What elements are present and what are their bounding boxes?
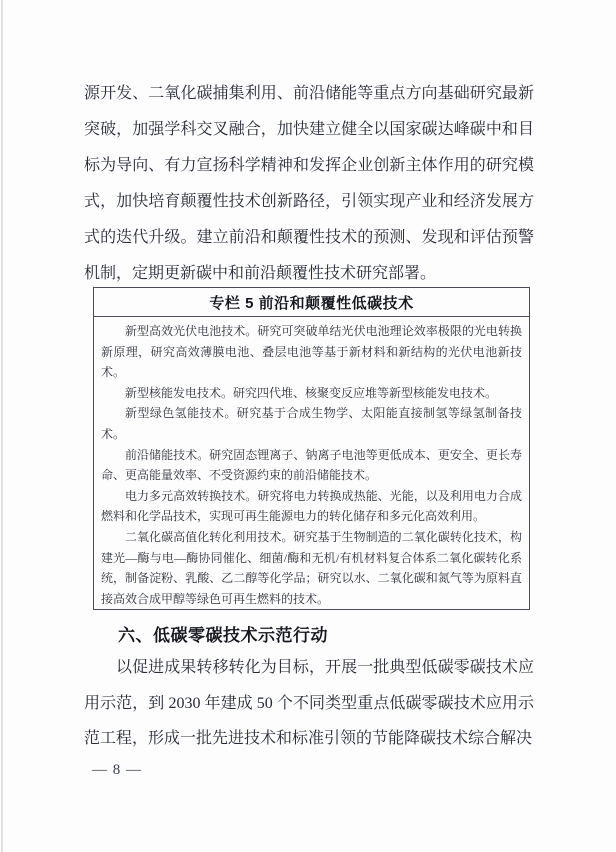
section-paragraph: 以促进成果转移转化为目标，开展一批典型低碳零碳技术应用示范，到 2030 年建成 50 个不同类型重点低碳零碳技术应用示范工程，形成一批先进技术和标准引领的节能降碳技术综合解决 [84,659,534,747]
callout-box-title: 专栏 5 前沿和颠覆性低碳技术 [94,288,529,317]
callout-item-energy-storage: 前沿储能技术。研究固态锂离子、钠离子电池等更低成本、更安全、更长寿命、更高能量效率、不受资源约束的前沿储能技术。 [101,447,522,483]
callout-item-hydrogen: 新型绿色氢能技术。研究基于合成生物学、太阳能直接制氢等绿氢制备技术。 [101,406,522,441]
section-heading-six: 六、低碳零碳技术示范行动 [118,626,328,645]
callout-item-photovoltaic: 新型高效光伏电池技术。研究可突破单结光伏电池理论效率极限的光电转换新原理，研究高效薄膜电池、叠层电池等基于新材料和新结构的光伏电池新技术。 [101,324,522,380]
callout-box-body [94,317,529,610]
callout-box-column-5 [93,287,530,610]
body-paragraph-continued: 源开发、二氧化碳捕集利用、前沿储能等重点方向基础研究最新突破，加强学科交叉融合，加快建立健全以国家碳达峰碳中和目标为导向、有力宣扬科学精神和发挥企业创新主体作用的研究模式，加快培育颠覆性技术创新路径，引领实现产业和经济发展方式的迭代升级。建立前沿和颠覆性技术的预测、发现和评估预警机制，定期更新碳中和前沿颠覆性技术研究部署。 [84,85,534,282]
callout-item-co2-utilization: 二氧化碳高值化转化利用技术。研究基于生物制造的二氧化碳转化技术，构建光—酶与电—酶协同催化、细菌/酶和无机/有机材料复合体系二氧化碳转化系统，制备淀粉、乳酸、乙二醇等化学品；研究以水、二氧化碳和氮气等为原料直接高效合成甲醇等绿色可再生燃料的技术。 [101,529,522,606]
callout-item-direct-air-capture [101,609,522,610]
callout-item-nuclear: 新型核能发电技术。研究四代堆、核聚变反应堆等新型核能发电技术。 [125,385,498,400]
page-number: — 8 — [92,762,142,778]
page-left-edge-divider [1,0,3,852]
callout-item-power-conversion: 电力多元高效转换技术。研究将电力转换成热能、光能，以及利用电力合成燃料和化学品技术，实现可再生能源电力的转化储存和多元化高效利用。 [101,488,522,524]
